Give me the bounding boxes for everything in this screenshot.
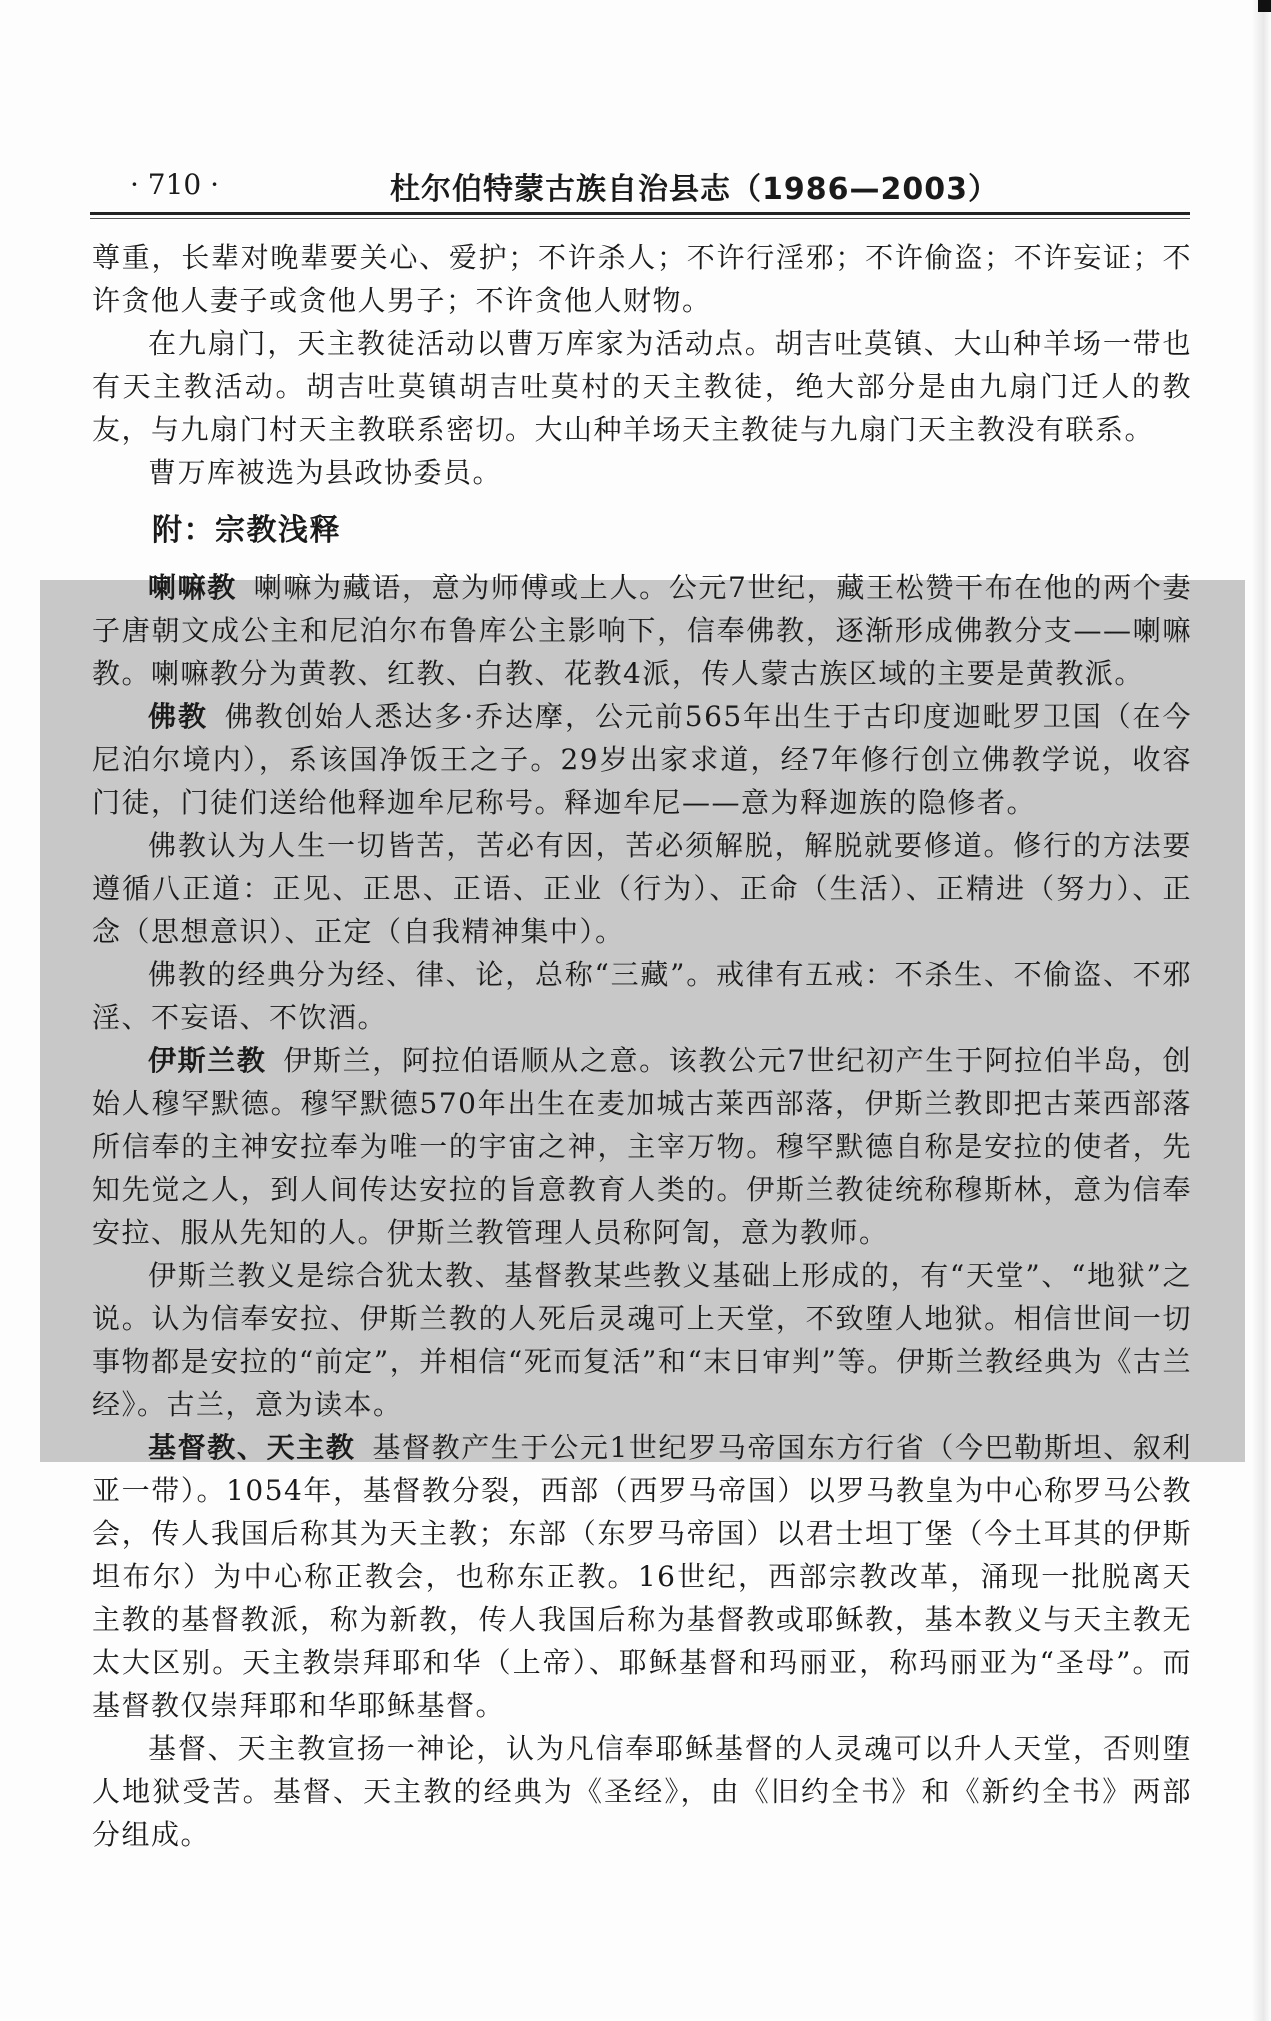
paragraph: 在九扇门，天主教徒活动以曹万库家为活动点。胡吉吐莫镇、大山种羊场一带也有天主教活动。胡吉吐莫镇胡吉吐莫村的天主教徒，绝大部分是由九扇门迁人的教友，与九扇门村天主教联系密切。大山种羊场天主教徒与九扇门天主教没有联系。 [92, 327, 1192, 446]
entry-text: 基督教产生于公元1世纪罗马帝国东方行省（今巴勒斯坦、叙利亚一带）。1054年，基督教分裂，西部（西罗马帝国）以罗马教皇为中心称罗马公教会，传人我国后称其为天主教；东部（东罗马帝国）以君士坦丁堡（今土耳其的伊斯坦布尔）为中心称正教会，也称东正教。16世纪，西部宗教改革，涌现一批脱离天主教的基督教派，称为新教，传人我国后称为基督教或耶稣教，基本教义与天主教无太大区别。天主教崇拜耶和华（上帝）、耶稣基督和玛丽亚，称玛丽亚为“圣母”。而基督教仅崇拜耶和华耶稣基督。 [92, 1431, 1192, 1722]
entry-lamaism [92, 566, 1192, 695]
entry-text: 伊斯兰教义是综合犹太教、基督教某些教义基础上形成的，有“天堂”、“地狱”之说。认为信奉安拉、伊斯兰教的人死后灵魂可上天堂，不致堕人地狱。相信世间一切事物都是安拉的“前定”，并相信“死而复活”和“末日审判”等。伊斯兰教经典为《古兰经》。古兰，意为读本。 [92, 1259, 1192, 1421]
entry-text: 喇嘛为藏语，意为师傅或上人。公元7世纪，藏王松赞干布在他的两个妻子唐朝文成公主和尼泊尔布鲁库公主影响下，信奉佛教，逐渐形成佛教分支——喇嘛教。喇嘛教分为黄教、红教、白教、花教4派，传人蒙古族区域的主要是黄教派。 [92, 571, 1192, 690]
entry-christianity-cont [92, 1727, 1192, 1856]
entry-text: 佛教的经典分为经、律、论，总称“三藏”。戒律有五戒：不杀生、不偷盗、不邪淫、不妄语、不饮酒。 [92, 958, 1192, 1034]
page-header [90, 160, 1190, 210]
entry-buddhism-cont [92, 953, 1192, 1039]
entry-islam [92, 1039, 1192, 1254]
entry-term: 伊斯兰教 [148, 1044, 267, 1077]
entry-islam-cont [92, 1254, 1192, 1426]
entry-text: 佛教创始人悉达多·乔达摩，公元前565年出生于古印度迦毗罗卫国（在今尼泊尔境内），系该国净饭王之子。29岁出家求道，经7年修行创立佛教学说，收容门徒，门徒们送给他释迦牟尼称号。释迦牟尼——意为释迦族的隐修者。 [92, 700, 1192, 819]
entry-term: 佛教 [148, 700, 208, 733]
page-body [92, 236, 1192, 1856]
entries [92, 566, 1192, 1856]
header-rule-thick [90, 212, 1190, 215]
book-title: 杜尔伯特蒙古族自治县志（1986—2003） [390, 172, 999, 207]
entry-text: 佛教认为人生一切皆苦，苦必有因，苦必须解脱，解脱就要修道。修行的方法要遵循八正道：正见、正思、正语、正业（行为）、正命（生活）、正精进（努力）、正念（思想意识）、正定（自我精神集中）。 [92, 829, 1192, 948]
appendix-heading: 附：宗教浅释 [152, 513, 341, 548]
entry-term: 基督教、天主教 [148, 1431, 356, 1464]
page-number: · 710 · [130, 168, 220, 201]
scan-corner-mark [1258, 0, 1271, 12]
entry-buddhism-cont [92, 824, 1192, 953]
entry-term: 喇嘛教 [148, 571, 237, 604]
page-edge-shadow [1252, 0, 1271, 2021]
entry-buddhism [92, 695, 1192, 824]
paragraph: 尊重，长辈对晚辈要关心、爱护；不许杀人；不许行淫邪；不许偷盗；不许妄证；不许贪他人妻子或贪他人男子；不许贪他人财物。 [92, 241, 1192, 317]
entry-text: 伊斯兰，阿拉伯语顺从之意。该教公元7世纪初产生于阿拉伯半岛，创始人穆罕默德。穆罕默德570年出生在麦加城古莱西部落，伊斯兰教即把古莱西部落所信奉的主神安拉奉为唯一的宇宙之神，主宰万物。穆罕默德自称是安拉的使者，先知先觉之人，到人间传达安拉的旨意教育人类的。伊斯兰教徒统称穆斯林，意为信奉安拉、服从先知的人。伊斯兰教管理人员称阿訇，意为教师。 [92, 1044, 1192, 1249]
entry-christianity [92, 1426, 1192, 1727]
entry-text: 基督、天主教宣扬一神论，认为凡信奉耶稣基督的人灵魂可以升人天堂，否则堕人地狱受苦。基督、天主教的经典为《圣经》，由《旧约全书》和《新约全书》两部分组成。 [92, 1732, 1192, 1851]
paragraph: 曹万库被选为县政协委员。 [148, 456, 503, 489]
header-rule-thin [90, 218, 1190, 219]
